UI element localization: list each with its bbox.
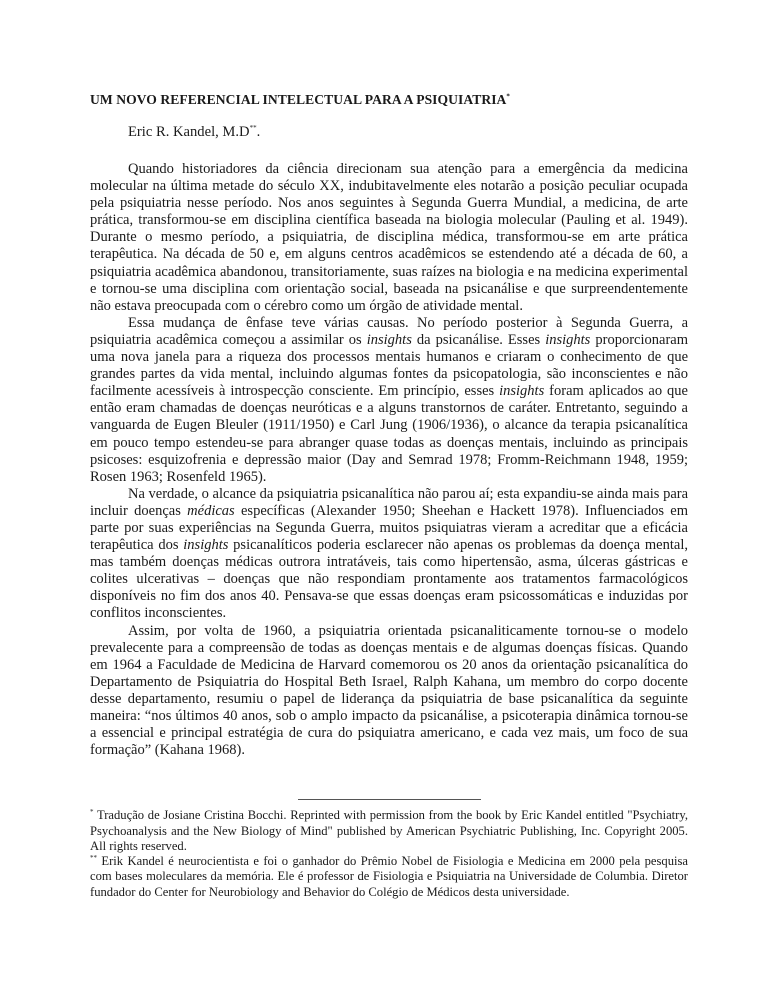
footnote-text: Tradução de Josiane Cristina Bocchi. Reprinted with permission from the book by Eric Kandel entitled "Psychiatry, Psychoanalysis and the New Biology of Mind" published by American Psychiatric Publishing, Inc. Copyright 2005. All rights reserved. (90, 808, 688, 853)
footnotes (90, 808, 688, 900)
italic-term: insights (545, 331, 591, 348)
text-run: foram aplicados ao que então eram chamadas de doenças neuróticas e a alguns transtornos de caráter. Entretanto, seguindo a vanguarda de Eugen Bleuler (1911/1950) e Carl Jung (1906/1936), o alcance da terapia psicanalítica em pouco tempo estendeu-se para abranger quase todas as doenças mentais, incluindo as principais psicoses: esquizofrenia e depressão maior (Day and Semrad 1978; Fromm-Reichmann 1948, 1959; Rosen 1963; Rosenfeld 1965). (90, 383, 688, 485)
footnote-mark: * (90, 808, 94, 817)
text-run: Essa mudança de ênfase teve várias causas. No período posterior à Segunda Guerra, a psiquiatria acadêmica começou a assimilar os (90, 314, 688, 348)
text-run: proporcionaram uma nova janela para a riqueza dos processos mentais humanos e criaram o conhecimento de que grandes partes da vida mental, incluindo algumas fontes da psicopatologia, são inconscientes e não facilmente acessíveis à introspecção consciente. Em princípio, esses (90, 331, 688, 400)
footnote (90, 808, 688, 854)
paragraph (90, 315, 688, 486)
article-body (90, 161, 688, 759)
paragraph (90, 486, 688, 623)
italic-term: insights (499, 383, 545, 400)
author-footnote-mark: ** (249, 124, 257, 133)
footnote-separator (298, 799, 481, 800)
text-run: Assim, por volta de 1960, a psiquiatria orientada psicanaliticamente tornou-se o modelo prevalecente para a compreensão de todas as doenças mentais e de algumas doenças físicas. Quando em 1964 a Faculdade de Medicina de Harvard comemorou os 20 anos da orientação psicanalítica do Departamento de Psiquiatria do Hospital Beth Israel, Ralph Kahana, um membro do corpo docente desse departamento, resumiu o papel de liderança da psiquiatria de base psicanalítica da seguinte maneira: “nos últimos 40 anos, sob o amplo impacto da psicanálise, a psicoterapia dinâmica tornou-se a essencial e principal estratégia de cura do psiquiatra americano, e cada vez mais, um foco de sua formação” (Kahana 1968). (90, 622, 688, 759)
text-run: Na verdade, o alcance da psiquiatria psicanalítica não parou aí; esta expandiu-se ainda mais para incluir doenças (90, 485, 689, 519)
paragraph (90, 161, 688, 315)
title-text: UM NOVO REFERENCIAL INTELECTUAL PARA A PSIQUIATRIA (90, 92, 507, 107)
title-footnote-mark: * (506, 92, 510, 101)
text-run: Quando historiadores da ciência direcionam sua atenção para a emergência da medicina molecular na última metade do século XX, indubitavelmente eles notarão a posição peculiar ocupada pela psiquiatria nesse período. Nos anos seguintes à Segunda Guerra Mundial, a medicina, de arte prática, transformou-se em disciplina científica baseada na biologia molecular (Pauling et al. 1949). Durante o mesmo período, a psiquiatria, de disciplina médica, transformou-se em arte prática terapêutica. Na década de 50 e, em alguns centros acadêmicos se estendendo até a década de 60, a psiquiatria acadêmica abandonou, transitoriamente, suas raízes na biologia e na medicina experimental e tornou-se uma disciplina com orientação social, baseada na psicanálise e que surpreendentemente não estava preocupada com o cérebro como um órgão de atividade mental. (90, 161, 688, 314)
author-name: Eric R. Kandel, M.D (128, 124, 250, 140)
italic-term: insights (366, 331, 412, 348)
author-suffix: . (256, 124, 261, 140)
document-title (90, 92, 688, 108)
italic-term: insights (183, 537, 229, 554)
document-page (90, 92, 688, 900)
italic-term: médicas (187, 502, 235, 519)
footnote-mark: ** (90, 853, 97, 862)
text-run: específicas (Alexander 1950; Sheehan e Hackett 1978). Influenciados em parte por suas experiências na Segunda Guerra, muitos psiquiatras vieram a acreditar que a eficácia terapêutica dos (90, 502, 688, 554)
text-run: da psicanálise. Esses (411, 331, 546, 348)
paragraph (90, 623, 688, 760)
author-line (128, 124, 688, 141)
footnote (90, 854, 688, 900)
text-run: psicanalíticos poderia esclarecer não apenas os problemas da doença mental, mas também doenças médicas outrora intratáveis, tais como hipertensão, asma, úlceras gástricas e colites ulcerativas – doenças que não respondiam prontamente aos tratamentos farmacológicos disponíveis no fim dos anos 40. Pensava-se que essas doenças eram psicossomáticas e induzidas por conflitos inconscientes. (90, 537, 688, 622)
footnote-text: Erik Kandel é neurocientista e foi o ganhador do Prêmio Nobel de Fisiologia e Medicina em 2000 pela pesquisa com bases moleculares da memória. Ele é professor de Fisiologia e Psiquiatria na Universidade de Columbia. Diretor fundador do Center for Neurobiology and Behavior do Colégio de Médicos desta universidade. (90, 854, 688, 899)
